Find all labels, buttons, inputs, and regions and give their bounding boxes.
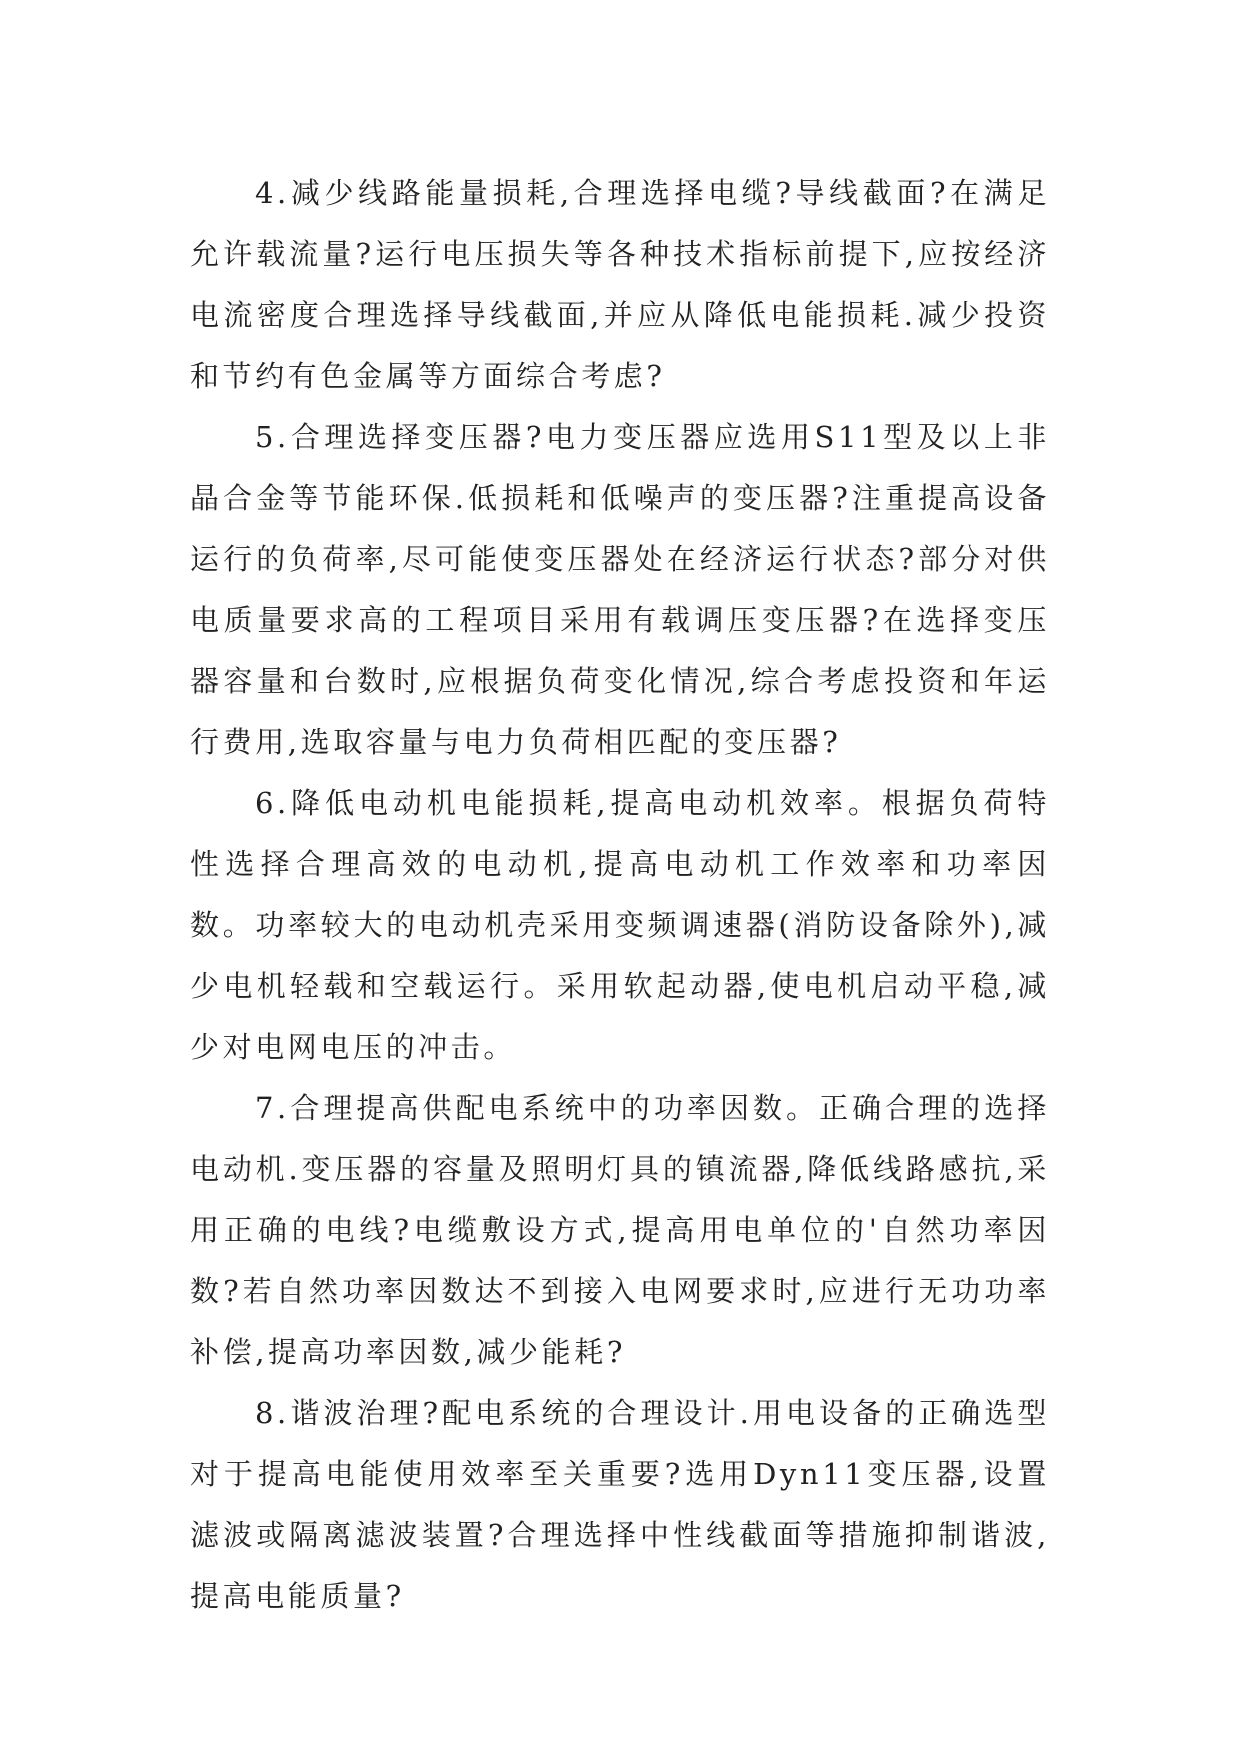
paragraph-item-6: 6.降低电动机电能损耗,提高电动机效率。根据负荷特性选择合理高效的电动机,提高电动机工作效率和功率因数。功率较大的电动机壳采用变频调速器(消防设备除外),减少电机轻载和空载运行。采用软起动器,使电机启动平稳,减少对电网电压的冲击。 [190,786,1050,1064]
paragraph-item-5: 5.合理选择变压器?电力变压器应选用S11型及以上非晶合金等节能环保.低损耗和低噪声的变压器?注重提高设备运行的负荷率,尽可能使变压器处在经济运行状态?部分对供电质量要求高的工程项目采用有载调压变压器?在选择变压器容量和台数时,应根据负荷变化情况,综合考虑投资和年运行费用,选取容量与电力负荷相匹配的变压器? [190,420,1050,759]
paragraph-item-8: 8.谐波治理?配电系统的合理设计.用电设备的正确选型对于提高电能使用效率至关重要?选用Dyn11变压器,设置滤波或隔离滤波装置?合理选择中性线截面等措施抑制谐波,提高电能质量? [190,1396,1050,1613]
document-body [190,163,1050,1627]
paragraph-item-4: 4.减少线路能量损耗,合理选择电缆?导线截面?在满足允许载流量?运行电压损失等各种技术指标前提下,应按经济电流密度合理选择导线截面,并应从降低电能损耗.减少投资和节约有色金属等方面综合考虑? [190,176,1050,393]
paragraph-item-7: 7.合理提高供配电系统中的功率因数。正确合理的选择电动机.变压器的容量及照明灯具的镇流器,降低线路感抗,采用正确的电线?电缆敷设方式,提高用电单位的'自然功率因数?若自然功率因数达不到接入电网要求时,应进行无功功率补偿,提高功率因数,减少能耗? [190,1091,1050,1369]
